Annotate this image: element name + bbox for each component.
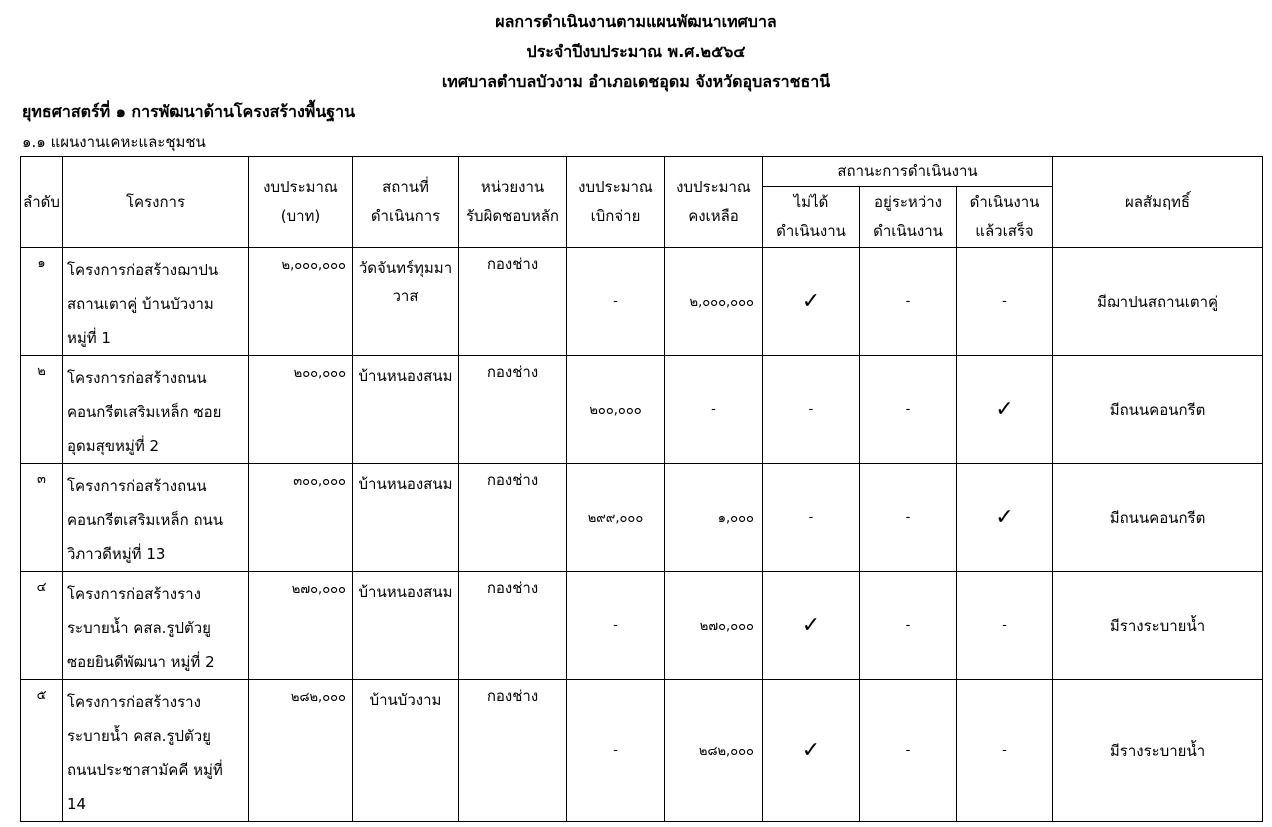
row-not-started: - (763, 356, 860, 464)
row-completed-check-icon: ✓ (957, 356, 1053, 464)
row-index: ๕ (21, 680, 63, 822)
row-not-started-check-icon: ✓ (763, 248, 860, 356)
row-project (63, 356, 249, 464)
header-unit-line2: รับผิดชอบหลัก (466, 207, 559, 225)
project-line: ถนนประชาสามัคคี หมู่ที่ (67, 761, 223, 779)
header-outcome: ผลสัมฤทธิ์ (1053, 157, 1263, 248)
project-line: โครงการก่อสร้างราง (67, 585, 201, 603)
row-unit: กองช่าง (459, 248, 567, 356)
project-line: โครงการก่อสร้างถนน (67, 369, 207, 387)
row-budget: ๓๐๐,๐๐๐ (249, 464, 353, 572)
header-unit (459, 157, 567, 248)
header-location-line1: สถานที่ (382, 178, 429, 196)
row-remaining: ๒๘๒,๐๐๐ (665, 680, 763, 822)
project-line: โครงการก่อสร้างถนน (67, 477, 207, 495)
header-index: ลำดับ (21, 157, 63, 248)
row-completed: - (957, 572, 1053, 680)
row-not-started-check-icon: ✓ (763, 680, 860, 822)
header-location-line2: ดำเนินการ (370, 207, 441, 225)
project-line: ระบายน้ำ คสล.รูปตัวยู (67, 619, 211, 637)
location-line: บ้านหนองสนม (358, 583, 453, 601)
row-index: ๔ (21, 572, 63, 680)
header-disbursed-line1: งบประมาณ (578, 178, 653, 196)
row-not-started-check-icon: ✓ (763, 572, 860, 680)
header-disbursed (567, 157, 665, 248)
row-disbursed: - (567, 572, 665, 680)
project-line: คอนกรีตเสริมเหล็ก ซอย (67, 403, 222, 421)
row-outcome: มีถนนคอนกรีต (1053, 356, 1263, 464)
project-line: โครงการก่อสร้างราง (67, 693, 201, 711)
row-outcome: มีถนนคอนกรีต (1053, 464, 1263, 572)
row-in-progress: - (860, 680, 957, 822)
row-budget: ๒๗๐,๐๐๐ (249, 572, 353, 680)
row-disbursed: - (567, 680, 665, 822)
table-row (21, 248, 1263, 356)
row-project (63, 572, 249, 680)
header-remaining-line2: คงเหลือ (688, 207, 739, 225)
row-remaining: ๒,๐๐๐,๐๐๐ (665, 248, 763, 356)
header-completed (957, 187, 1053, 248)
row-location (353, 248, 459, 356)
header-not-started-line1: ไม่ได้ (793, 193, 829, 211)
row-disbursed: ๒๐๐,๐๐๐ (567, 356, 665, 464)
header-project: โครงการ (63, 157, 249, 248)
location-line: บ้านหนองสนม (358, 475, 453, 493)
header-not-started (763, 187, 860, 248)
project-line: ซอยยินดีพัฒนา หมู่ที่ 2 (67, 653, 215, 671)
row-budget: ๒๘๒,๐๐๐ (249, 680, 353, 822)
header-in-progress (860, 187, 957, 248)
header-in-progress-line2: ดำเนินงาน (873, 222, 943, 240)
row-index: ๒ (21, 356, 63, 464)
row-outcome: มีรางระบายน้ำ (1053, 572, 1263, 680)
table-row (21, 464, 1263, 572)
header-unit-line1: หน่วยงาน (480, 178, 545, 196)
row-completed: - (957, 248, 1053, 356)
project-line: คอนกรีตเสริมเหล็ก ถนน (67, 511, 224, 529)
project-line: อุดมสุขหมู่ที่ 2 (67, 437, 160, 455)
row-budget: ๒,๐๐๐,๐๐๐ (249, 248, 353, 356)
row-unit: กองช่าง (459, 356, 567, 464)
location-line: วัดจันทร์ทุมมา (358, 259, 453, 277)
row-in-progress: - (860, 248, 957, 356)
row-outcome: มีฌาปนสถานเตาคู่ (1053, 248, 1263, 356)
header-budget-line1: งบประมาณ (263, 178, 338, 196)
header-completed-line1: ดำเนินงาน (969, 193, 1040, 211)
row-location (353, 680, 459, 822)
row-remaining: ๑,๐๐๐ (665, 464, 763, 572)
row-completed: - (957, 680, 1053, 822)
plan-heading: ๑.๑ แผนงานเคหะและชุมชน (22, 133, 206, 151)
header-budget (249, 157, 353, 248)
row-unit: กองช่าง (459, 572, 567, 680)
row-project (63, 248, 249, 356)
row-not-started: - (763, 464, 860, 572)
table-row (21, 572, 1263, 680)
header-in-progress-line1: อยู่ระหว่าง (874, 193, 942, 211)
header-not-started-line2: ดำเนินงาน (776, 222, 846, 240)
row-unit: กองช่าง (459, 464, 567, 572)
row-in-progress: - (860, 572, 957, 680)
row-index: ๓ (21, 464, 63, 572)
row-project (63, 680, 249, 822)
row-remaining: ๒๗๐,๐๐๐ (665, 572, 763, 680)
project-line: สถานเตาคู่ บ้านบัวงาม (67, 295, 214, 313)
municipality-title: เทศบาลตำบลบัวงาม อำเภอเดชอุดม จังหวัดอุบลราชธานี (441, 72, 831, 91)
row-disbursed: - (567, 248, 665, 356)
location-line: บ้านหนองสนม (358, 367, 453, 385)
header-location (353, 157, 459, 248)
row-in-progress: - (860, 464, 957, 572)
row-location (353, 356, 459, 464)
row-project (63, 464, 249, 572)
location-line: บ้านบัวงาม (369, 691, 442, 709)
row-unit: กองช่าง (459, 680, 567, 822)
header-remaining (665, 157, 763, 248)
header-budget-line2: (บาท) (280, 207, 321, 225)
table-row (21, 680, 1263, 822)
header-remaining-line1: งบประมาณ (676, 178, 751, 196)
header-completed-line2: แล้วเสร็จ (975, 222, 1034, 240)
project-line: โครงการก่อสร้างฌาปน (67, 261, 219, 279)
row-outcome: มีรางระบายน้ำ (1053, 680, 1263, 822)
row-remaining: - (665, 356, 763, 464)
project-line: ระบายน้ำ คสล.รูปตัวยู (67, 727, 211, 745)
row-index: ๑ (21, 248, 63, 356)
header-status-group: สถานะการดำเนินงาน (763, 157, 1053, 187)
fiscal-year-title: ประจำปีงบประมาณ พ.ศ.๒๕๖๔ (526, 42, 746, 61)
strategy-heading: ยุทธศาสตร์ที่ ๑ การพัฒนาด้านโครงสร้างพื้นฐาน (22, 102, 356, 121)
table-row (21, 356, 1263, 464)
row-budget: ๒๐๐,๐๐๐ (249, 356, 353, 464)
project-line: วิภาวดีหมู่ที่ 13 (67, 545, 166, 563)
header-disbursed-line2: เบิกจ่าย (590, 207, 641, 225)
location-line: วาส (392, 287, 419, 305)
results-table (20, 156, 1263, 822)
row-completed-check-icon: ✓ (957, 464, 1053, 572)
row-location (353, 572, 459, 680)
row-disbursed: ๒๙๙,๐๐๐ (567, 464, 665, 572)
project-line: หมู่ที่ 1 (67, 329, 111, 347)
row-in-progress: - (860, 356, 957, 464)
report-title: ผลการดำเนินงานตามแผนพัฒนาเทศบาล (495, 12, 777, 31)
project-line: 14 (67, 795, 87, 813)
row-location (353, 464, 459, 572)
